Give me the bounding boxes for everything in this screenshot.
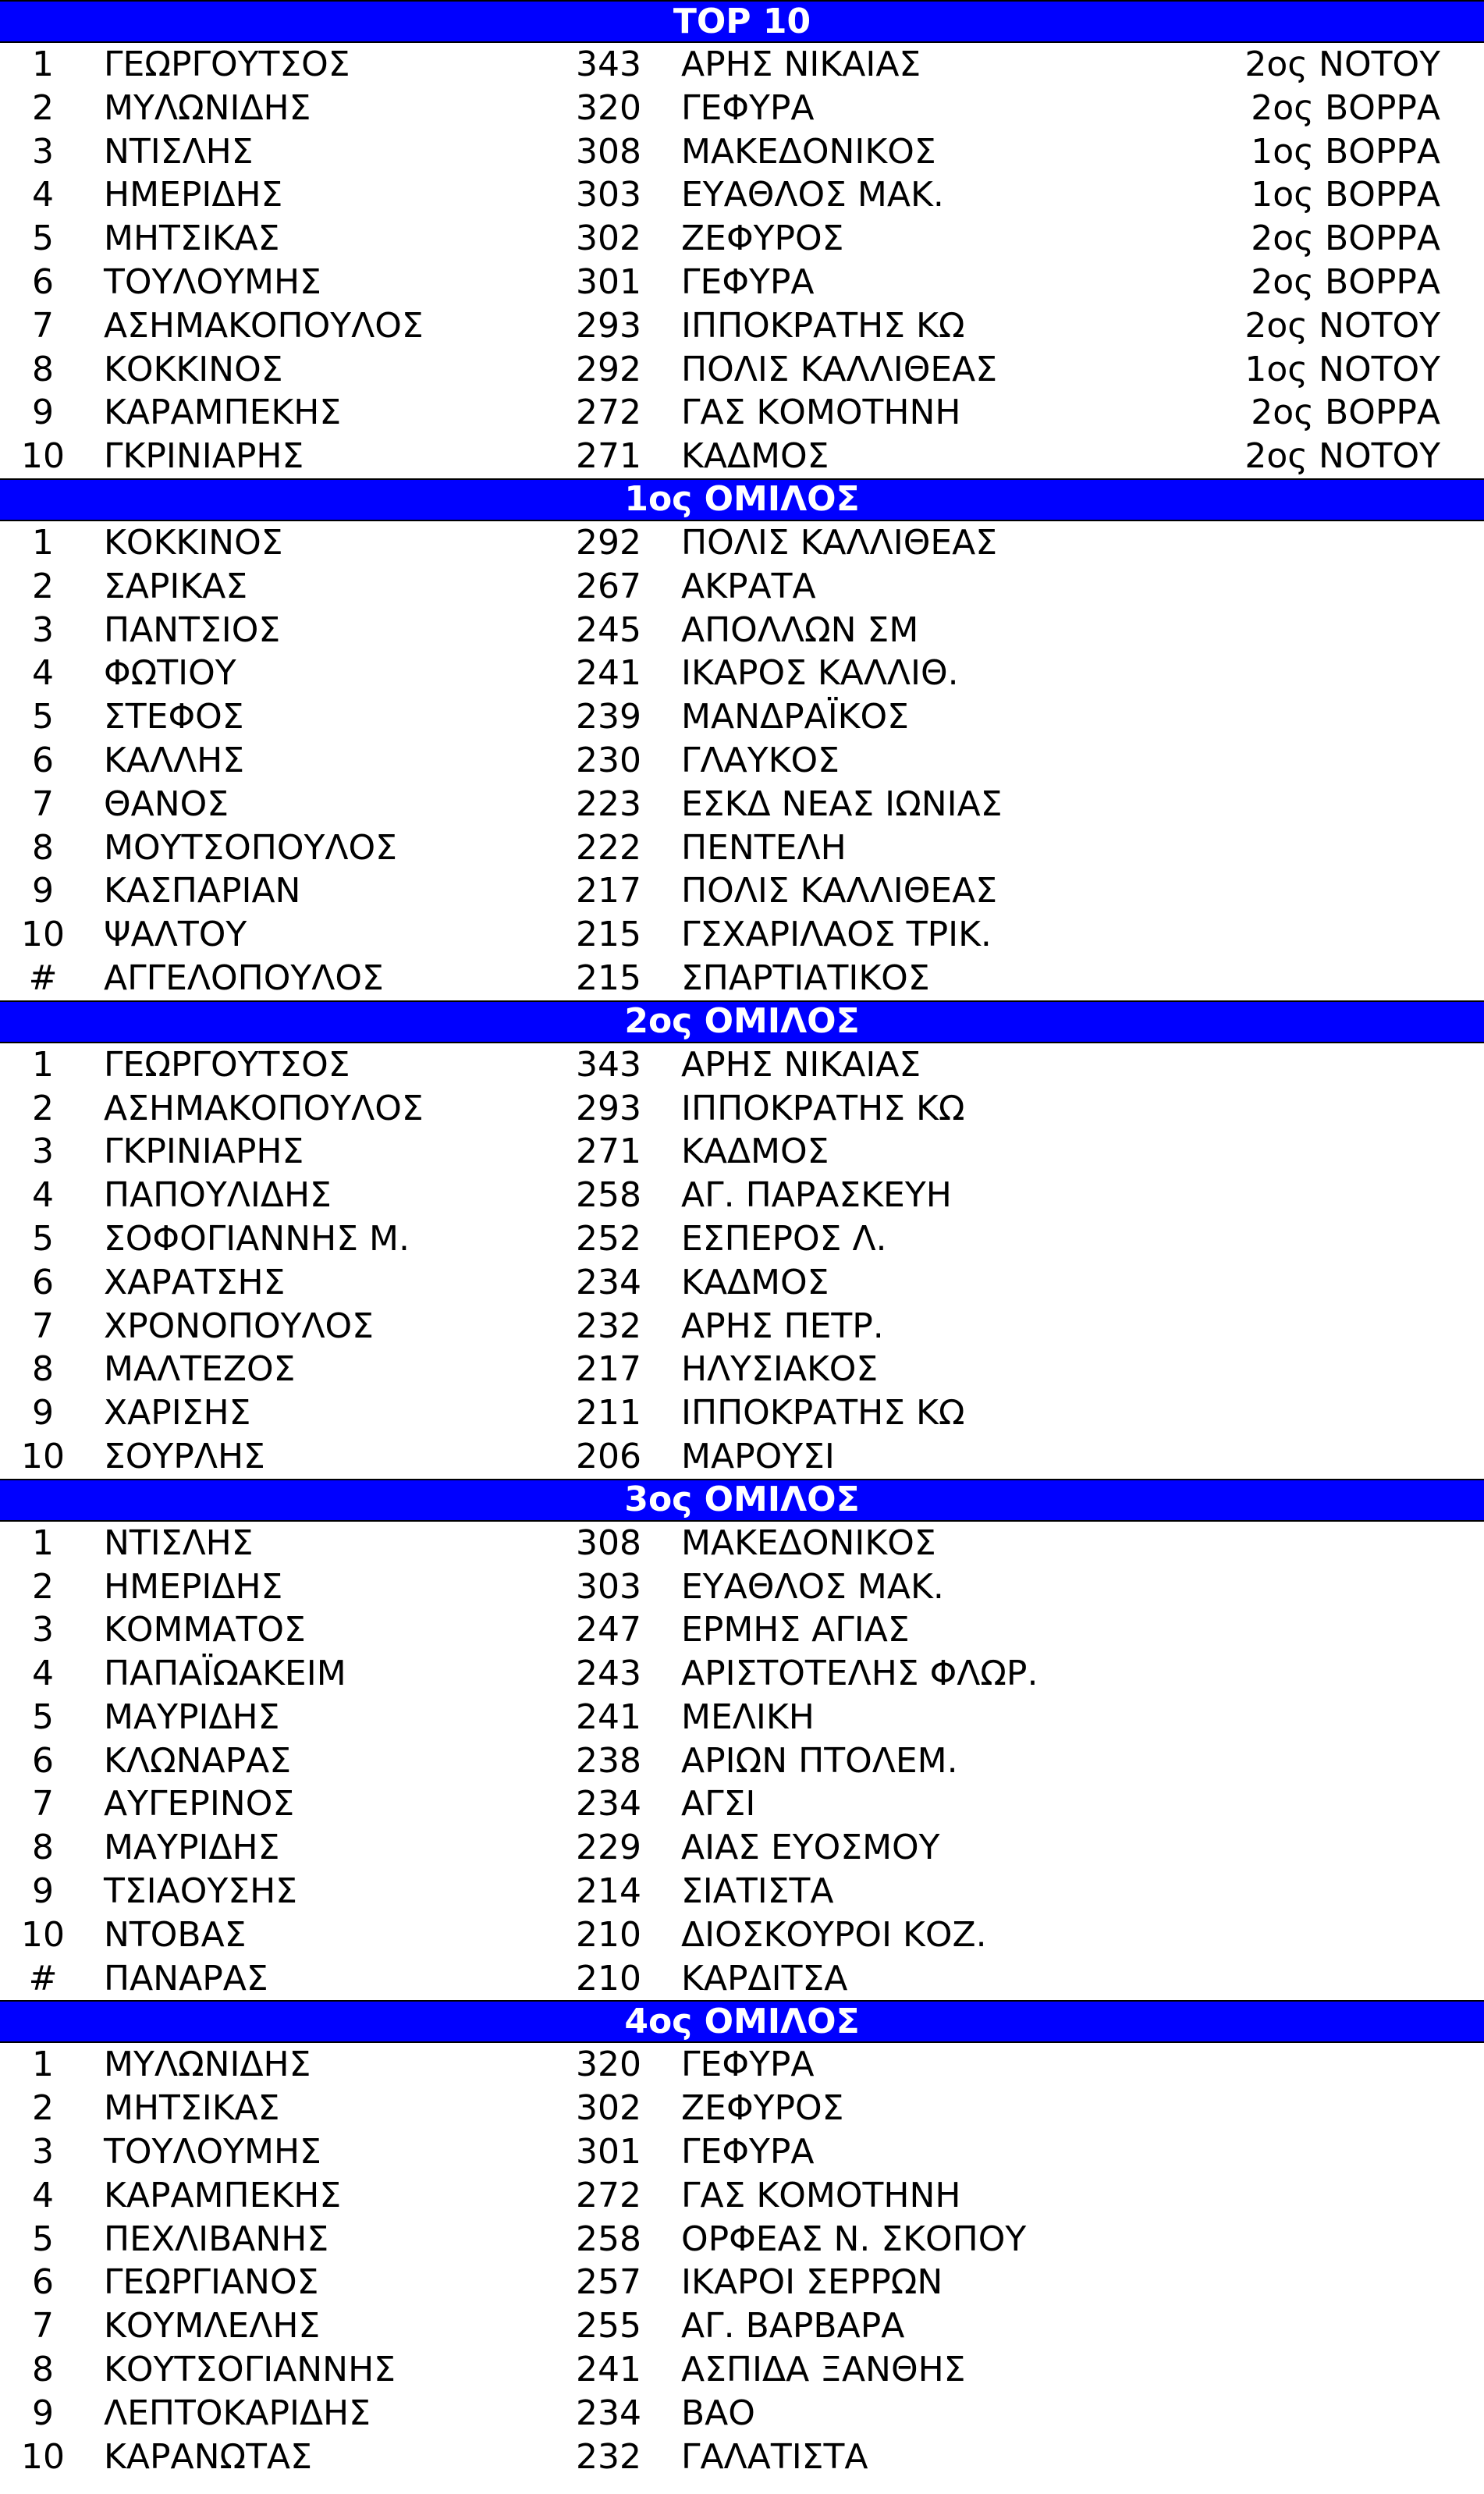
club-cell: ΑΡΗΣ ΝΙΚΑΙΑΣ (681, 1044, 921, 1085)
name-cell: ΜΑΥΡΙΔΗΣ (104, 1828, 280, 1868)
points-cell: 293 (576, 1088, 641, 1128)
club-cell: ΓΕΦΥΡΑ (681, 2045, 815, 2085)
rank-cell: 4 (32, 175, 54, 215)
group-cell: 2ος ΝΟΤΟΥ (1244, 436, 1440, 477)
name-cell: ΣΟΦΟΓΙΑΝΝΗΣ Μ. (104, 1218, 410, 1259)
rank-cell: 5 (32, 218, 54, 259)
points-cell: 211 (576, 1393, 641, 1434)
table-row (0, 609, 1484, 652)
rank-cell: 8 (32, 2350, 54, 2390)
name-cell: ΤΟΥΛΟΥΜΗΣ (104, 261, 321, 302)
club-cell: ΕΣΚΔ ΝΕΑΣ ΙΩΝΙΑΣ (681, 783, 1003, 824)
points-cell: 232 (576, 1306, 641, 1346)
points-cell: 302 (576, 2088, 641, 2129)
rank-cell: 10 (21, 2436, 65, 2477)
points-cell: 302 (576, 218, 641, 259)
points-cell: 308 (576, 1522, 641, 1563)
table-row (0, 652, 1484, 695)
name-cell: ΜΟΥΤΣΟΠΟΥΛΟΣ (104, 827, 397, 868)
points-cell: 258 (576, 1175, 641, 1216)
name-cell: ΚΑΡΑΝΩΤΑΣ (104, 2436, 312, 2477)
table-row (0, 2392, 1484, 2435)
table-row (0, 1608, 1484, 1652)
club-cell: ΓΑΣ ΚΟΜΟΤΗΝΗ (681, 393, 961, 433)
rank-cell: 2 (32, 1088, 54, 1128)
name-cell: ΤΣΙΑΟΥΣΗΣ (104, 1871, 297, 1912)
table-row (0, 521, 1484, 565)
points-cell: 320 (576, 2045, 641, 2085)
rank-cell: 7 (32, 1784, 54, 1824)
club-cell: ΑΓ. ΠΑΡΑΣΚΕΥΗ (681, 1175, 952, 1216)
points-cell: 255 (576, 2306, 641, 2347)
name-cell: ΧΑΡΙΣΗΣ (104, 1393, 251, 1434)
table-row (0, 2087, 1484, 2130)
group-cell: 2ος ΒΟΡΡΑ (1251, 87, 1440, 128)
rank-cell: 4 (32, 1654, 54, 1694)
club-cell: ΗΛΥΣΙΑΚΟΣ (681, 1349, 879, 1390)
rank-cell: 2 (32, 1566, 54, 1607)
club-cell: ΚΑΔΜΟΣ (681, 1132, 829, 1172)
club-cell: ΜΕΛΙΚΗ (681, 1696, 815, 1737)
table-row (0, 43, 1484, 87)
name-cell: ΣΤΕΦΟΣ (104, 697, 244, 737)
points-cell: 258 (576, 2219, 641, 2259)
rank-cell: 3 (32, 1610, 54, 1650)
name-cell: ΝΤΙΣΛΗΣ (104, 1522, 254, 1563)
points-cell: 230 (576, 740, 641, 780)
table-row (0, 261, 1484, 304)
name-cell: ΚΟΚΚΙΝΟΣ (104, 522, 283, 563)
points-cell: 214 (576, 1871, 641, 1912)
table-row (0, 173, 1484, 217)
club-cell: ΚΑΡΔΙΤΣΑ (681, 1958, 848, 1998)
points-cell: 272 (576, 2175, 641, 2215)
points-cell: 222 (576, 827, 641, 868)
points-cell: 303 (576, 1566, 641, 1607)
club-cell: ΑΓΣΙ (681, 1784, 756, 1824)
rank-cell: 9 (32, 1871, 54, 1912)
points-cell: 217 (576, 1349, 641, 1390)
points-cell: 234 (576, 1784, 641, 1824)
club-cell: ΓΣΧΑΡΙΛΑΟΣ ΤΡΙΚ. (681, 915, 992, 955)
rank-cell: 1 (32, 522, 54, 563)
name-cell: ΚΑΡΑΜΠΕΚΗΣ (104, 2175, 342, 2215)
points-cell: 271 (576, 436, 641, 477)
table-row (0, 1652, 1484, 1696)
name-cell: ΚΑΡΑΜΠΕΚΗΣ (104, 393, 342, 433)
name-cell: ΑΓΓΕΛΟΠΟΥΛΟΣ (104, 957, 384, 998)
rank-cell: 9 (32, 871, 54, 911)
section (0, 1000, 1484, 1479)
points-cell: 217 (576, 871, 641, 911)
club-cell: ΚΑΔΜΟΣ (681, 1262, 829, 1302)
club-cell: ΙΠΠΟΚΡΑΤΗΣ ΚΩ (681, 1393, 965, 1434)
table-row (0, 826, 1484, 870)
points-cell: 267 (576, 566, 641, 606)
name-cell: ΠΕΧΛΙΒΑΝΗΣ (104, 2219, 329, 2259)
name-cell: ΑΥΓΕΡΙΝΟΣ (104, 1784, 295, 1824)
table-row (0, 2174, 1484, 2218)
rank-cell: 3 (32, 609, 54, 650)
rank-cell: 9 (32, 1393, 54, 1434)
club-cell: ΑΡΗΣ ΝΙΚΑΙΑΣ (681, 44, 921, 84)
group-cell: 2ος ΒΟΡΡΑ (1251, 393, 1440, 433)
rank-cell: 2 (32, 87, 54, 128)
points-cell: 272 (576, 393, 641, 433)
name-cell: ΚΟΥΤΣΟΓΙΑΝΝΗΣ (104, 2350, 396, 2390)
points-cell: 243 (576, 1654, 641, 1694)
table-row (0, 1391, 1484, 1435)
table-row (0, 1043, 1484, 1087)
name-cell: ΜΗΤΣΙΚΑΣ (104, 2088, 280, 2129)
points-cell: 257 (576, 2262, 641, 2303)
table-row (0, 1870, 1484, 1913)
points-cell: 343 (576, 1044, 641, 1085)
rank-cell: # (28, 957, 58, 998)
table-row (0, 1913, 1484, 1957)
name-cell: ΠΑΝΤΣΙΟΣ (104, 609, 281, 650)
name-cell: ΧΑΡΑΤΣΗΣ (104, 1262, 286, 1302)
table-row (0, 1739, 1484, 1783)
rank-cell: 1 (32, 1522, 54, 1563)
name-cell: ΠΑΠΟΥΛΙΔΗΣ (104, 1175, 332, 1216)
points-cell: 241 (576, 1696, 641, 1737)
name-cell: ΛΕΠΤΟΚΑΡΙΔΗΣ (104, 2393, 371, 2433)
club-cell: ΒΑΟ (681, 2393, 755, 2433)
club-cell: ΑΠΟΛΛΩΝ ΣΜ (681, 609, 919, 650)
section (0, 2000, 1484, 2478)
table-row (0, 1087, 1484, 1131)
points-cell: 292 (576, 522, 641, 563)
rank-cell: 7 (32, 783, 54, 824)
rank-cell: 8 (32, 1828, 54, 1868)
table-row (0, 1348, 1484, 1391)
name-cell: ΠΑΝΑΡΑΣ (104, 1958, 268, 1998)
club-cell: ΔΙΟΣΚΟΥΡΟΙ ΚΟΖ. (681, 1914, 987, 1955)
group-cell: 2ος ΒΟΡΡΑ (1251, 261, 1440, 302)
table-row (0, 87, 1484, 130)
table-row (0, 2261, 1484, 2304)
group-cell: 2ος ΝΟΤΟΥ (1244, 44, 1440, 84)
table-row (0, 1305, 1484, 1348)
club-cell: ΑΡΙΣΤΟΤΕΛΗΣ ΦΛΩΡ. (681, 1654, 1038, 1694)
name-cell: ΑΣΗΜΑΚΟΠΟΥΛΟΣ (104, 305, 424, 346)
club-cell: ΓΕΦΥΡΑ (681, 261, 815, 302)
rank-cell: 1 (32, 1044, 54, 1085)
name-cell: ΓΕΩΡΓΟΥΤΣΟΣ (104, 1044, 350, 1085)
table-row (0, 695, 1484, 739)
table-row (0, 1435, 1484, 1479)
points-cell: 238 (576, 1740, 641, 1781)
section-header: 4ος ΟΜΙΛΟΣ (0, 2000, 1484, 2043)
points-cell: 210 (576, 1958, 641, 1998)
rank-cell: 7 (32, 1306, 54, 1346)
rank-cell: 4 (32, 653, 54, 694)
table-row (0, 304, 1484, 348)
points-cell: 241 (576, 2350, 641, 2390)
name-cell: ΜΑΥΡΙΔΗΣ (104, 1696, 280, 1737)
name-cell: ΓΚΡΙΝΙΑΡΗΣ (104, 436, 304, 477)
table-row (0, 1174, 1484, 1217)
rank-cell: 3 (32, 1132, 54, 1172)
table-row (0, 1696, 1484, 1739)
club-cell: ΙΚΑΡΟΙ ΣΕΡΡΩΝ (681, 2262, 943, 2303)
points-cell: 247 (576, 1610, 641, 1650)
points-cell: 301 (576, 261, 641, 302)
points-cell: 223 (576, 783, 641, 824)
club-cell: ΠΕΝΤΕΛΗ (681, 827, 847, 868)
name-cell: ΜΥΛΩΝΙΔΗΣ (104, 87, 311, 128)
table-row (0, 739, 1484, 783)
rank-cell: 8 (32, 1349, 54, 1390)
name-cell: ΚΛΩΝΑΡΑΣ (104, 1740, 292, 1781)
rank-cell: 10 (21, 915, 65, 955)
club-cell: ΠΟΛΙΣ ΚΑΛΛΙΘΕΑΣ (681, 349, 998, 389)
table-row (0, 2304, 1484, 2348)
club-cell: ΠΟΛΙΣ ΚΑΛΛΙΘΕΑΣ (681, 871, 998, 911)
section (0, 1479, 1484, 2001)
rank-cell: 9 (32, 393, 54, 433)
group-cell: 2ος ΒΟΡΡΑ (1251, 218, 1440, 259)
points-cell: 241 (576, 653, 641, 694)
points-cell: 229 (576, 1828, 641, 1868)
club-cell: ΟΡΦΕΑΣ Ν. ΣΚΟΠΟΥ (681, 2219, 1027, 2259)
rank-cell: 3 (32, 131, 54, 172)
table-row (0, 913, 1484, 957)
rank-cell: 6 (32, 740, 54, 780)
name-cell: ΣΑΡΙΚΑΣ (104, 566, 248, 606)
table-row (0, 1217, 1484, 1261)
points-cell: 239 (576, 697, 641, 737)
table-row (0, 1782, 1484, 1826)
section-header: TOP 10 (0, 0, 1484, 43)
rank-cell: 5 (32, 697, 54, 737)
points-cell: 210 (576, 1914, 641, 1955)
points-cell: 232 (576, 2436, 641, 2477)
table-row (0, 2130, 1484, 2174)
table-row (0, 565, 1484, 609)
table-row (0, 130, 1484, 174)
name-cell: ΝΤΟΒΑΣ (104, 1914, 247, 1955)
rank-cell: 6 (32, 1740, 54, 1781)
name-cell: ΘΑΝΟΣ (104, 783, 229, 824)
group-cell: 1ος ΒΟΡΡΑ (1251, 131, 1440, 172)
rank-cell: 6 (32, 261, 54, 302)
section-header: 1ος ΟΜΙΛΟΣ (0, 478, 1484, 521)
name-cell: ΦΩΤΙΟΥ (104, 653, 236, 694)
rank-cell: 1 (32, 44, 54, 84)
points-cell: 215 (576, 915, 641, 955)
table-row (0, 1826, 1484, 1870)
rank-cell: 4 (32, 2175, 54, 2215)
name-cell: ΚΑΛΛΗΣ (104, 740, 245, 780)
name-cell: ΝΤΙΣΛΗΣ (104, 131, 254, 172)
rank-cell: 5 (32, 1696, 54, 1737)
club-cell: ΑΙΑΣ ΕΥΟΣΜΟΥ (681, 1828, 940, 1868)
rank-cell: 9 (32, 2393, 54, 2433)
club-cell: ΕΡΜΗΣ ΑΓΙΑΣ (681, 1610, 910, 1650)
club-cell: ΚΑΔΜΟΣ (681, 436, 829, 477)
name-cell: ΤΟΥΛΟΥΜΗΣ (104, 2132, 321, 2172)
club-cell: ΖΕΦΥΡΟΣ (681, 2088, 844, 2129)
points-cell: 206 (576, 1436, 641, 1476)
group-cell: 1ος ΝΟΤΟΥ (1244, 349, 1440, 389)
club-cell: ΕΥΑΘΛΟΣ ΜΑΚ. (681, 175, 944, 215)
table-row (0, 2043, 1484, 2087)
club-cell: ΓΑΛΑΤΙΣΤΑ (681, 2436, 868, 2477)
points-cell: 245 (576, 609, 641, 650)
name-cell: ΧΡΟΝΟΠΟΥΛΟΣ (104, 1306, 374, 1346)
name-cell: ΗΜΕΡΙΔΗΣ (104, 1566, 283, 1607)
rank-cell: 7 (32, 2306, 54, 2347)
points-cell: 343 (576, 44, 641, 84)
rank-cell: 8 (32, 827, 54, 868)
name-cell: ΜΥΛΩΝΙΔΗΣ (104, 2045, 311, 2085)
group-cell: 1ος ΒΟΡΡΑ (1251, 175, 1440, 215)
name-cell: ΚΟΥΜΛΕΛΗΣ (104, 2306, 321, 2347)
name-cell: ΓΕΩΡΓΙΑΝΟΣ (104, 2262, 319, 2303)
club-cell: ΓΕΦΥΡΑ (681, 87, 815, 128)
table-row (0, 217, 1484, 261)
rank-cell: 1 (32, 2045, 54, 2085)
rank-cell: 8 (32, 349, 54, 389)
table-row (0, 1261, 1484, 1305)
name-cell: ΠΑΠΑΪΩΑΚΕΙΜ (104, 1654, 346, 1694)
table-row (0, 2348, 1484, 2392)
club-cell: ΠΟΛΙΣ ΚΑΛΛΙΘΕΑΣ (681, 522, 998, 563)
name-cell: ΗΜΕΡΙΔΗΣ (104, 175, 283, 215)
table-row (0, 348, 1484, 392)
name-cell: ΚΟΚΚΙΝΟΣ (104, 349, 283, 389)
name-cell: ΨΑΛΤΟΥ (104, 915, 247, 955)
club-cell: ΙΚΑΡΟΣ ΚΑΛΛΙΘ. (681, 653, 959, 694)
table-row (0, 1957, 1484, 2001)
rank-cell: 5 (32, 1218, 54, 1259)
rank-cell: 2 (32, 2088, 54, 2129)
name-cell: ΚΑΣΠΑΡΙΑΝ (104, 871, 301, 911)
rank-cell: 6 (32, 2262, 54, 2303)
club-cell: ΜΑΚΕΔΟΝΙΚΟΣ (681, 131, 936, 172)
table-row (0, 2218, 1484, 2261)
rank-cell: 3 (32, 2132, 54, 2172)
rank-cell: 7 (32, 305, 54, 346)
table-row (0, 957, 1484, 1000)
points-cell: 293 (576, 305, 641, 346)
rank-cell: 4 (32, 1175, 54, 1216)
name-cell: ΜΑΛΤΕΖΟΣ (104, 1349, 296, 1390)
club-cell: ΑΡΗΣ ΠΕΤΡ. (681, 1306, 884, 1346)
table-row (0, 783, 1484, 826)
name-cell: ΜΗΤΣΙΚΑΣ (104, 218, 280, 259)
points-cell: 234 (576, 1262, 641, 1302)
table-row (0, 869, 1484, 913)
club-cell: ΑΚΡΑΤΑ (681, 566, 816, 606)
name-cell: ΓΕΩΡΓΟΥΤΣΟΣ (104, 44, 350, 84)
points-cell: 252 (576, 1218, 641, 1259)
points-cell: 234 (576, 2393, 641, 2433)
points-cell: 271 (576, 1132, 641, 1172)
club-cell: ΕΣΠΕΡΟΣ Λ. (681, 1218, 887, 1259)
club-cell: ΓΕΦΥΡΑ (681, 2132, 815, 2172)
name-cell: ΣΟΥΡΛΗΣ (104, 1436, 265, 1476)
club-cell: ΣΠΑΡΤΙΑΤΙΚΟΣ (681, 957, 930, 998)
club-cell: ΙΠΠΟΚΡΑΤΗΣ ΚΩ (681, 1088, 965, 1128)
club-cell: ΣΙΑΤΙΣΤΑ (681, 1871, 834, 1912)
club-cell: ΖΕΦΥΡΟΣ (681, 218, 844, 259)
club-cell: ΜΑΡΟΥΣΙ (681, 1436, 835, 1476)
table-row (0, 1130, 1484, 1174)
points-cell: 292 (576, 349, 641, 389)
section (0, 0, 1484, 478)
name-cell: ΓΚΡΙΝΙΑΡΗΣ (104, 1132, 304, 1172)
club-cell: ΑΣΠΙΔΑ ΞΑΝΘΗΣ (681, 2350, 966, 2390)
points-cell: 301 (576, 2132, 641, 2172)
club-cell: ΓΛΑΥΚΟΣ (681, 740, 840, 780)
club-cell: ΙΠΠΟΚΡΑΤΗΣ ΚΩ (681, 305, 965, 346)
club-cell: ΑΓ. ΒΑΡΒΑΡΑ (681, 2306, 905, 2347)
table-row (0, 435, 1484, 478)
table-row (0, 391, 1484, 435)
club-cell: ΑΡΙΩΝ ΠΤΟΛΕΜ. (681, 1740, 958, 1781)
table-row (0, 2435, 1484, 2479)
points-cell: 320 (576, 87, 641, 128)
club-cell: ΕΥΑΘΛΟΣ ΜΑΚ. (681, 1566, 944, 1607)
rank-cell: 6 (32, 1262, 54, 1302)
rank-cell: 10 (21, 436, 65, 477)
points-cell: 303 (576, 175, 641, 215)
section (0, 478, 1484, 1000)
section-header: 2ος ΟΜΙΛΟΣ (0, 1000, 1484, 1043)
group-cell: 2ος ΝΟΤΟΥ (1244, 305, 1440, 346)
rank-cell: # (28, 1958, 58, 1998)
points-cell: 308 (576, 131, 641, 172)
name-cell: ΚΟΜΜΑΤΟΣ (104, 1610, 306, 1650)
club-cell: ΓΑΣ ΚΟΜΟΤΗΝΗ (681, 2175, 961, 2215)
club-cell: ΜΑΚΕΔΟΝΙΚΟΣ (681, 1522, 936, 1563)
table-row (0, 1565, 1484, 1609)
rank-cell: 2 (32, 566, 54, 606)
club-cell: ΜΑΝΔΡΑΪΚΟΣ (681, 697, 909, 737)
points-cell: 215 (576, 957, 641, 998)
name-cell: ΑΣΗΜΑΚΟΠΟΥΛΟΣ (104, 1088, 424, 1128)
section-header: 3ος ΟΜΙΛΟΣ (0, 1479, 1484, 1522)
rank-cell: 10 (21, 1436, 65, 1476)
rank-cell: 10 (21, 1914, 65, 1955)
rank-cell: 5 (32, 2219, 54, 2259)
table-row (0, 1522, 1484, 1565)
